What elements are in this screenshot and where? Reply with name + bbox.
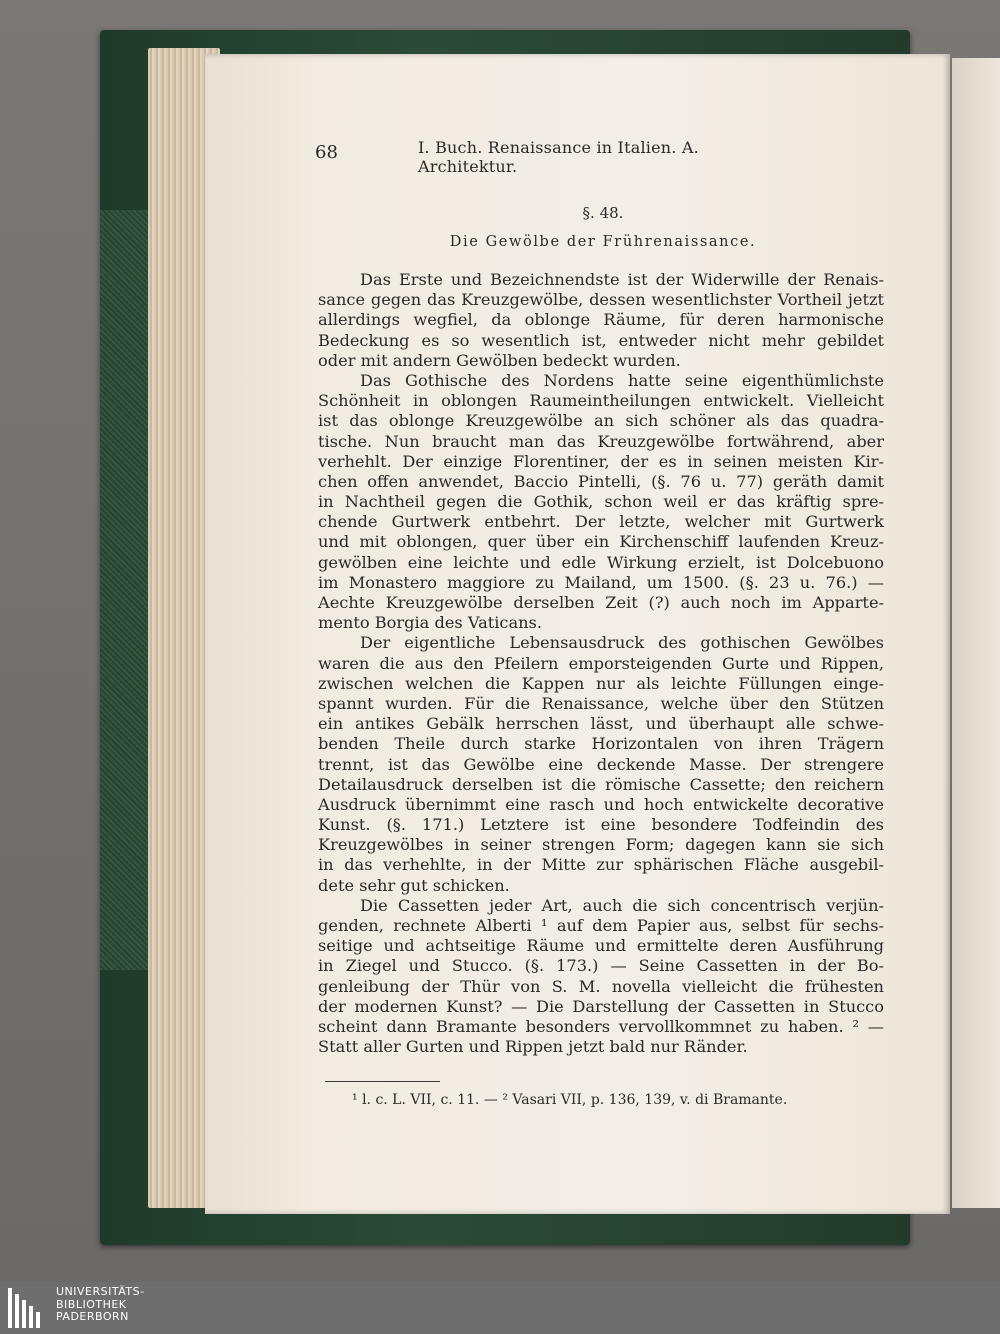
section-number: §. 48. [582, 204, 624, 222]
text-line: ist das oblonge Kreuzgewölbe an sich schöner als das quadra- [318, 411, 884, 431]
text-line: Das Gothische des Nordens hatte seine eigenthümlichste [360, 370, 884, 390]
text-line: Aechte Kreuzgewölbe derselben Zeit (?) auch noch im Apparte- [318, 593, 884, 612]
text-line: oder mit andern Gewölben bedeckt wurden. [318, 350, 681, 370]
text-line: allerdings wegfiel, da oblonge Räume, für deren harmonische [318, 310, 884, 330]
body-text [318, 270, 884, 1057]
text-line: Kreuzgewölbes in seiner strengen Form; dagegen kann sie sich [318, 835, 884, 855]
text-line: genden, rechnete Alberti ¹ auf dem Papier aus, selbst für sechs- [318, 916, 884, 935]
text-line: seitige und achtseitige Räume und ermittelte deren Ausführung [318, 936, 884, 956]
text-line: Kunst. (§. 171.) Letztere ist eine besondere Todfeindin des [318, 815, 884, 835]
text-line: waren die aus den Pfeilern emporsteigenden Gurte und Rippen, [318, 653, 884, 673]
text-line: der modernen Kunst? — Die Darstellung der Cassetten in Stucco [318, 996, 884, 1016]
running-head-text: I. Buch. Renaissance in Italien. A. Architektur. [418, 138, 699, 176]
text-line: Der eigentliche Lebensausdruck des gothischen Gewölbes [360, 633, 884, 653]
text-line: im Monastero maggiore zu Mailand, um 1500. (§. 23 u. 76.) — [318, 572, 884, 592]
text-line: in Nachtheil gegen die Gothik, schon weil er das kräftig spre- [318, 492, 884, 512]
text-line: Bedeckung es so wesentlich ist, entweder nicht mehr gebildet [318, 330, 884, 350]
text-line: Schönheit in oblongen Raumeintheilungen entwickelt. Vielleicht [318, 391, 884, 411]
text-line: trennt, ist das Gewölbe eine deckende Masse. Der strengere [318, 754, 884, 774]
library-name-line: UNIVERSITÄTS- [56, 1285, 145, 1298]
text-line: Statt aller Gurten und Rippen jetzt bald nur Ränder. [318, 1037, 748, 1057]
page-number: 68 [315, 142, 338, 163]
text-line: Das Erste und Bezeichnendste ist der Widerwille der Renais- [360, 270, 884, 289]
section-title: Die Gewölbe der Frührenaissance. [449, 234, 757, 250]
text-line: Die Cassetten jeder Art, auch die sich concentrisch verjün- [360, 895, 884, 915]
text-line: benden Theile durch starke Horizontalen von ihren Trägern [318, 734, 884, 754]
adjacent-page [952, 58, 1000, 1208]
cover-cloth-texture [100, 210, 150, 970]
text-line: scheint dann Bramante besonders vervollkommnet zu haben. ² — [318, 1016, 884, 1036]
text-line: chende Gurtwerk entbehrt. Der letzte, welcher mit Gurtwerk [318, 512, 884, 532]
text-line: in Ziegel und Stucco. (§. 173.) — Seine Cassetten in der Bo- [318, 956, 884, 976]
text-line: dete sehr gut schicken. [318, 875, 510, 895]
footnote: ¹ l. c. L. VII, c. 11. — ² Vasari VII, p. 136, 139, v. di Bramante. [352, 1092, 788, 1108]
text-line: zwischen welchen die Kappen nur als leichte Füllungen einge- [318, 673, 884, 693]
text-line: sance gegen das Kreuzgewölbe, dessen wesentlichster Vortheil jetzt [318, 290, 884, 310]
text-line: spannt wurden. Für die Renaissance, welche über den Stützen [318, 693, 884, 713]
text-line: verhehlt. Der einzige Florentiner, der es in seinen meisten Kir- [318, 451, 884, 471]
running-head [315, 138, 785, 176]
footer-bar [0, 1282, 1000, 1334]
text-line: Detailausdruck derselben ist die römische Cassette; den reichern [318, 774, 884, 794]
library-logo-icon [6, 1286, 46, 1330]
footnote-rule [325, 1081, 440, 1082]
library-name [56, 1286, 145, 1324]
library-name-line: BIBLIOTHEK [56, 1297, 127, 1311]
library-name-line: PADERBORN [56, 1310, 129, 1323]
text-line: mento Borgia des Vaticans. [318, 613, 542, 633]
text-line: Ausdruck übernimmt eine rasch und hoch entwickelte decorative [318, 794, 884, 814]
text-line: genleibung der Thür von S. M. novella vielleicht die frühesten [318, 976, 884, 996]
text-line: und mit oblongen, quer über ein Kirchenschiff laufenden Kreuz- [318, 532, 884, 552]
text-line: tische. Nun braucht man das Kreuzgewölbe fortwährend, aber [318, 431, 884, 451]
text-line: in das verhehlte, in der Mitte zur sphärischen Fläche ausgebil- [318, 855, 884, 875]
text-line: gewölben eine leichte und edle Wirkung erzielt, ist Dolcebuono [318, 552, 884, 572]
text-line: ein antikes Gebälk herrschen lässt, und überhaupt alle schwe- [318, 714, 884, 734]
text-line: chen offen anwendet, Baccio Pintelli, (§. 76 u. 77) geräth damit [318, 471, 884, 491]
